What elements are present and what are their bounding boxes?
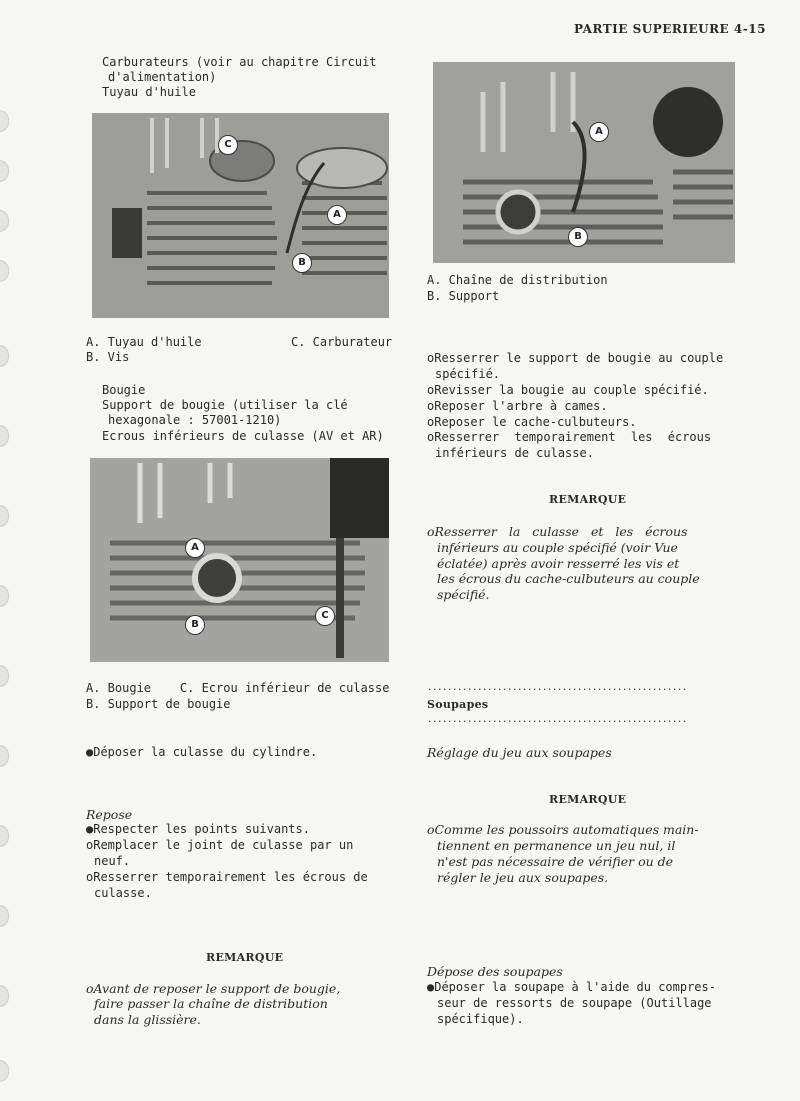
binder-hole — [0, 160, 9, 182]
remarque1-line: éclatée) après avoir resserré les vis et — [437, 556, 680, 571]
remarque-line: faire passer la chaîne de distribution — [94, 996, 328, 1011]
binder-hole — [0, 110, 9, 132]
remarque1-line: spécifié. — [437, 587, 490, 602]
depose-title: Dépose des soupapes — [427, 964, 563, 979]
step-line: spécifié. — [435, 367, 501, 381]
remarque1-title: REMARQUE — [549, 493, 627, 506]
list2-item: hexagonale : 57001-1210) — [108, 413, 282, 427]
list2-item: Bougie — [102, 383, 146, 397]
callout-b: B — [568, 227, 588, 247]
engine-photo-3 — [433, 62, 735, 263]
callout-c: C — [218, 135, 238, 155]
callout-b: B — [292, 253, 312, 273]
caption2-line1: A. Bougie C. Ecrou inférieur de culasse — [86, 681, 390, 695]
repose-line: neuf. — [94, 854, 131, 868]
binder-hole — [0, 425, 9, 447]
intro-line: Tuyau d'huile — [102, 85, 196, 99]
caption1-a: A. Tuyau d'huile — [86, 335, 202, 349]
binder-hole — [0, 905, 9, 927]
remarque1-line: inférieurs au couple spécifié (voir Vue — [437, 540, 678, 555]
intro-line: d'alimentation) — [108, 70, 217, 84]
soupapes-title: Soupapes — [427, 698, 489, 711]
caption2-line2: B. Support de bougie — [86, 697, 231, 711]
repose-line: oRemplacer le joint de culasse par un — [86, 838, 354, 852]
binder-hole — [0, 210, 9, 232]
engine-illustration-2 — [90, 458, 389, 662]
step-line: oReposer le cache-culbuteurs. — [427, 415, 637, 429]
step-line: oRevisser la bougie au couple spécifié. — [427, 383, 709, 397]
remarque-line: oAvant de reposer le support de bougie, — [86, 981, 341, 996]
step-line: oResserrer temporairement les écrous — [427, 430, 712, 444]
repose-line: oResserrer temporairement les écrous de — [86, 870, 368, 884]
callout-a: A — [185, 538, 205, 558]
depose-line: spécifique). — [437, 1012, 524, 1026]
step-line: oResserrer le support de bougie au couple — [427, 351, 724, 365]
remarque2-line: régler le jeu aux soupapes. — [437, 870, 609, 885]
binder-hole — [0, 985, 9, 1007]
binder-hole — [0, 260, 9, 282]
repose-line: ●Respecter les points suivants. — [86, 822, 310, 836]
callout-c: C — [315, 606, 335, 626]
callout-b: B — [185, 615, 205, 635]
remarque2-line: tiennent en permanence un jeu nul, il — [437, 838, 676, 853]
caption1-c: C. Carburateur — [291, 335, 393, 349]
list2-item: Ecrous inférieurs de culasse (AV et AR) — [102, 429, 384, 443]
intro-line: Carburateurs (voir au chapitre Circuit — [102, 55, 377, 69]
remarque1-line: les écrous du cache-culbuteurs au couple — [437, 571, 700, 586]
binder-hole — [0, 745, 9, 767]
reglage-title: Réglage du jeu aux soupapes — [427, 745, 612, 760]
step-line: inférieurs de culasse. — [435, 446, 594, 460]
remarque2-line: n'est pas nécessaire de vérifier ou de — [437, 854, 674, 869]
binder-hole — [0, 585, 9, 607]
binder-holes — [0, 0, 14, 1101]
binder-hole — [0, 1060, 9, 1082]
engine-photo-1 — [92, 113, 389, 318]
remarque2-title: REMARQUE — [549, 793, 627, 806]
caption3-line: B. Support — [427, 289, 500, 303]
remarque-line: dans la glissière. — [94, 1012, 201, 1027]
engine-photo-2 — [90, 458, 389, 662]
remarque-title: REMARQUE — [206, 951, 284, 964]
deposer-step: ●Déposer la culasse du cylindre. — [86, 745, 318, 759]
binder-hole — [0, 345, 9, 367]
remarque1-line: oResserrer la culasse et les écrous — [427, 524, 688, 539]
callout-a: A — [589, 122, 609, 142]
dotted-rule: .................................................... — [428, 680, 688, 693]
dotted-rule: .................................................... — [428, 712, 688, 725]
binder-hole — [0, 825, 9, 847]
binder-hole — [0, 505, 9, 527]
depose-line: seur de ressorts de soupape (Outillage — [437, 996, 712, 1010]
callout-a: A — [327, 205, 347, 225]
depose-line: ●Déposer la soupape à l'aide du compres- — [427, 980, 716, 994]
caption1-b: B. Vis — [86, 350, 130, 364]
step-line: oReposer l'arbre à cames. — [427, 399, 608, 413]
repose-line: culasse. — [94, 886, 152, 900]
page-header: PARTIE SUPERIEURE 4-15 — [574, 22, 766, 36]
repose-title: Repose — [86, 807, 133, 822]
remarque2-line: oComme les poussoirs automatiques main- — [427, 822, 699, 837]
caption3-line: A. Chaîne de distribution — [427, 273, 608, 287]
binder-hole — [0, 665, 9, 687]
list2-item: Support de bougie (utiliser la clé — [102, 398, 348, 412]
